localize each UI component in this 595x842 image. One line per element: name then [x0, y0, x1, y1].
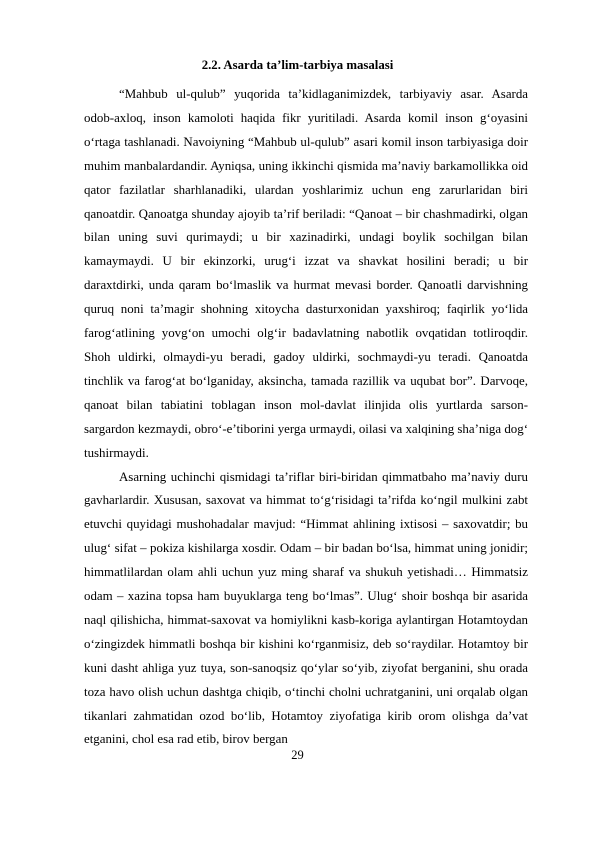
body-text	[84, 83, 528, 752]
section-heading: 2.2. Asarda ta’lim-tarbiya masalasi	[201, 58, 394, 72]
page-number: 29	[291, 748, 304, 762]
paragraph: “Mahbub ul-qulub” yuqorida ta’kidlaganimizdek, tarbiyaviy asar. Asarda odob-axloq, inson kamoloti haqida fikr yuritiladi. Asarda komil inson g‘oyasini o‘rtaga tashlanadi. Navoiyning “Mahbub ul-qulub” asari komil inson tarbiyasiga doir muhim manbalardandir. Ayniqsa, uning ikkinchi qismida ma’naviy barkamollikka oid qator fazilatlar sharhlanadiki, ulardan yoshlarimiz uchun eng zarurlaridan biri qanoatdir. Qanoatga shunday ajoyib ta’rif beriladi: “Qanoat – bir chashmadirki, olgan bilan uning suvi qurimaydi; u bir xazinadirki, undagi boylik sochilgan bilan kamaymaydi. U bir ekinzorki, urug‘i izzat va shavkat hosilini beradi; u bir daraxtdirki, unda qaram bo‘lmaslik va hurmat mevasi border. Qanoatli darvishning quruq noni ta’magir shohning xitoycha dasturxonidan yaxshiroq; faqirlik yo‘lida farog‘atlining yovg‘on umochi olg‘ir badavlatning nabotlik ovqatidan totliroqdir. Shoh uldirki, olmaydi-yu beradi, gadoy uldirki, sochmaydi-yu teradi. Qanoatda tinchlik va farog‘at bo‘lganiday, aksincha, tamada razillik va uqubat bor”. Darvoqe, qanoat bilan tabiatini toblagan inson mol-davlat ilinjida olis yurtlarda sarson-sargardon kezmaydi, obro‘-e’tiborini yerga urmaydi, oilasi va xalqining sha’niga dog‘ tushirmaydi.	[84, 87, 528, 460]
paragraph: Asarning uchinchi qismidagi ta’riflar biri-biridan qimmatbaho ma’naviy duru gavharlardir. Xususan, saxovat va himmat to‘g‘risidagi ta’rifda ko‘ngil mulkini zabt etuvchi quyidagi mushohadalar mavjud: “Himmat ahlining ixtisosi – saxovatdir; bu ulug‘ sifat – pokiza kishilarga xosdir. Odam – bir badan bo‘lsa, himmat uning jonidir; himmatlilardan olam ahli uchun yuz ming sharaf va shukuh yetishadi… Himmatsiz odam – xazina topsa ham buyuklarga teng bo‘lmas”. Ulug‘ shoir boshqa bir asarida naql qilishicha, himmat-saxovat va homiylikni kasb-koriga aylantirgan Hotamtoydan o‘zingizdek himmatli boshqa bir kishini ko‘rganmisiz, deb so‘raydilar. Hotamtoy bir kuni dasht ahliga yuz tuya, son-sanoqsiz qo‘ylar so‘yib, ziyofat berganini, shu orada toza havo olish uchun dashtga chiqib, o‘tinchi cholni uchratganini, uni orqalab olgan tikanlari zahmatidan ozod bo‘lib, Hotamtoy ziyofatiga kirib orom olishga da’vat etganini, chol esa rad etib, birov bergan	[84, 469, 528, 747]
